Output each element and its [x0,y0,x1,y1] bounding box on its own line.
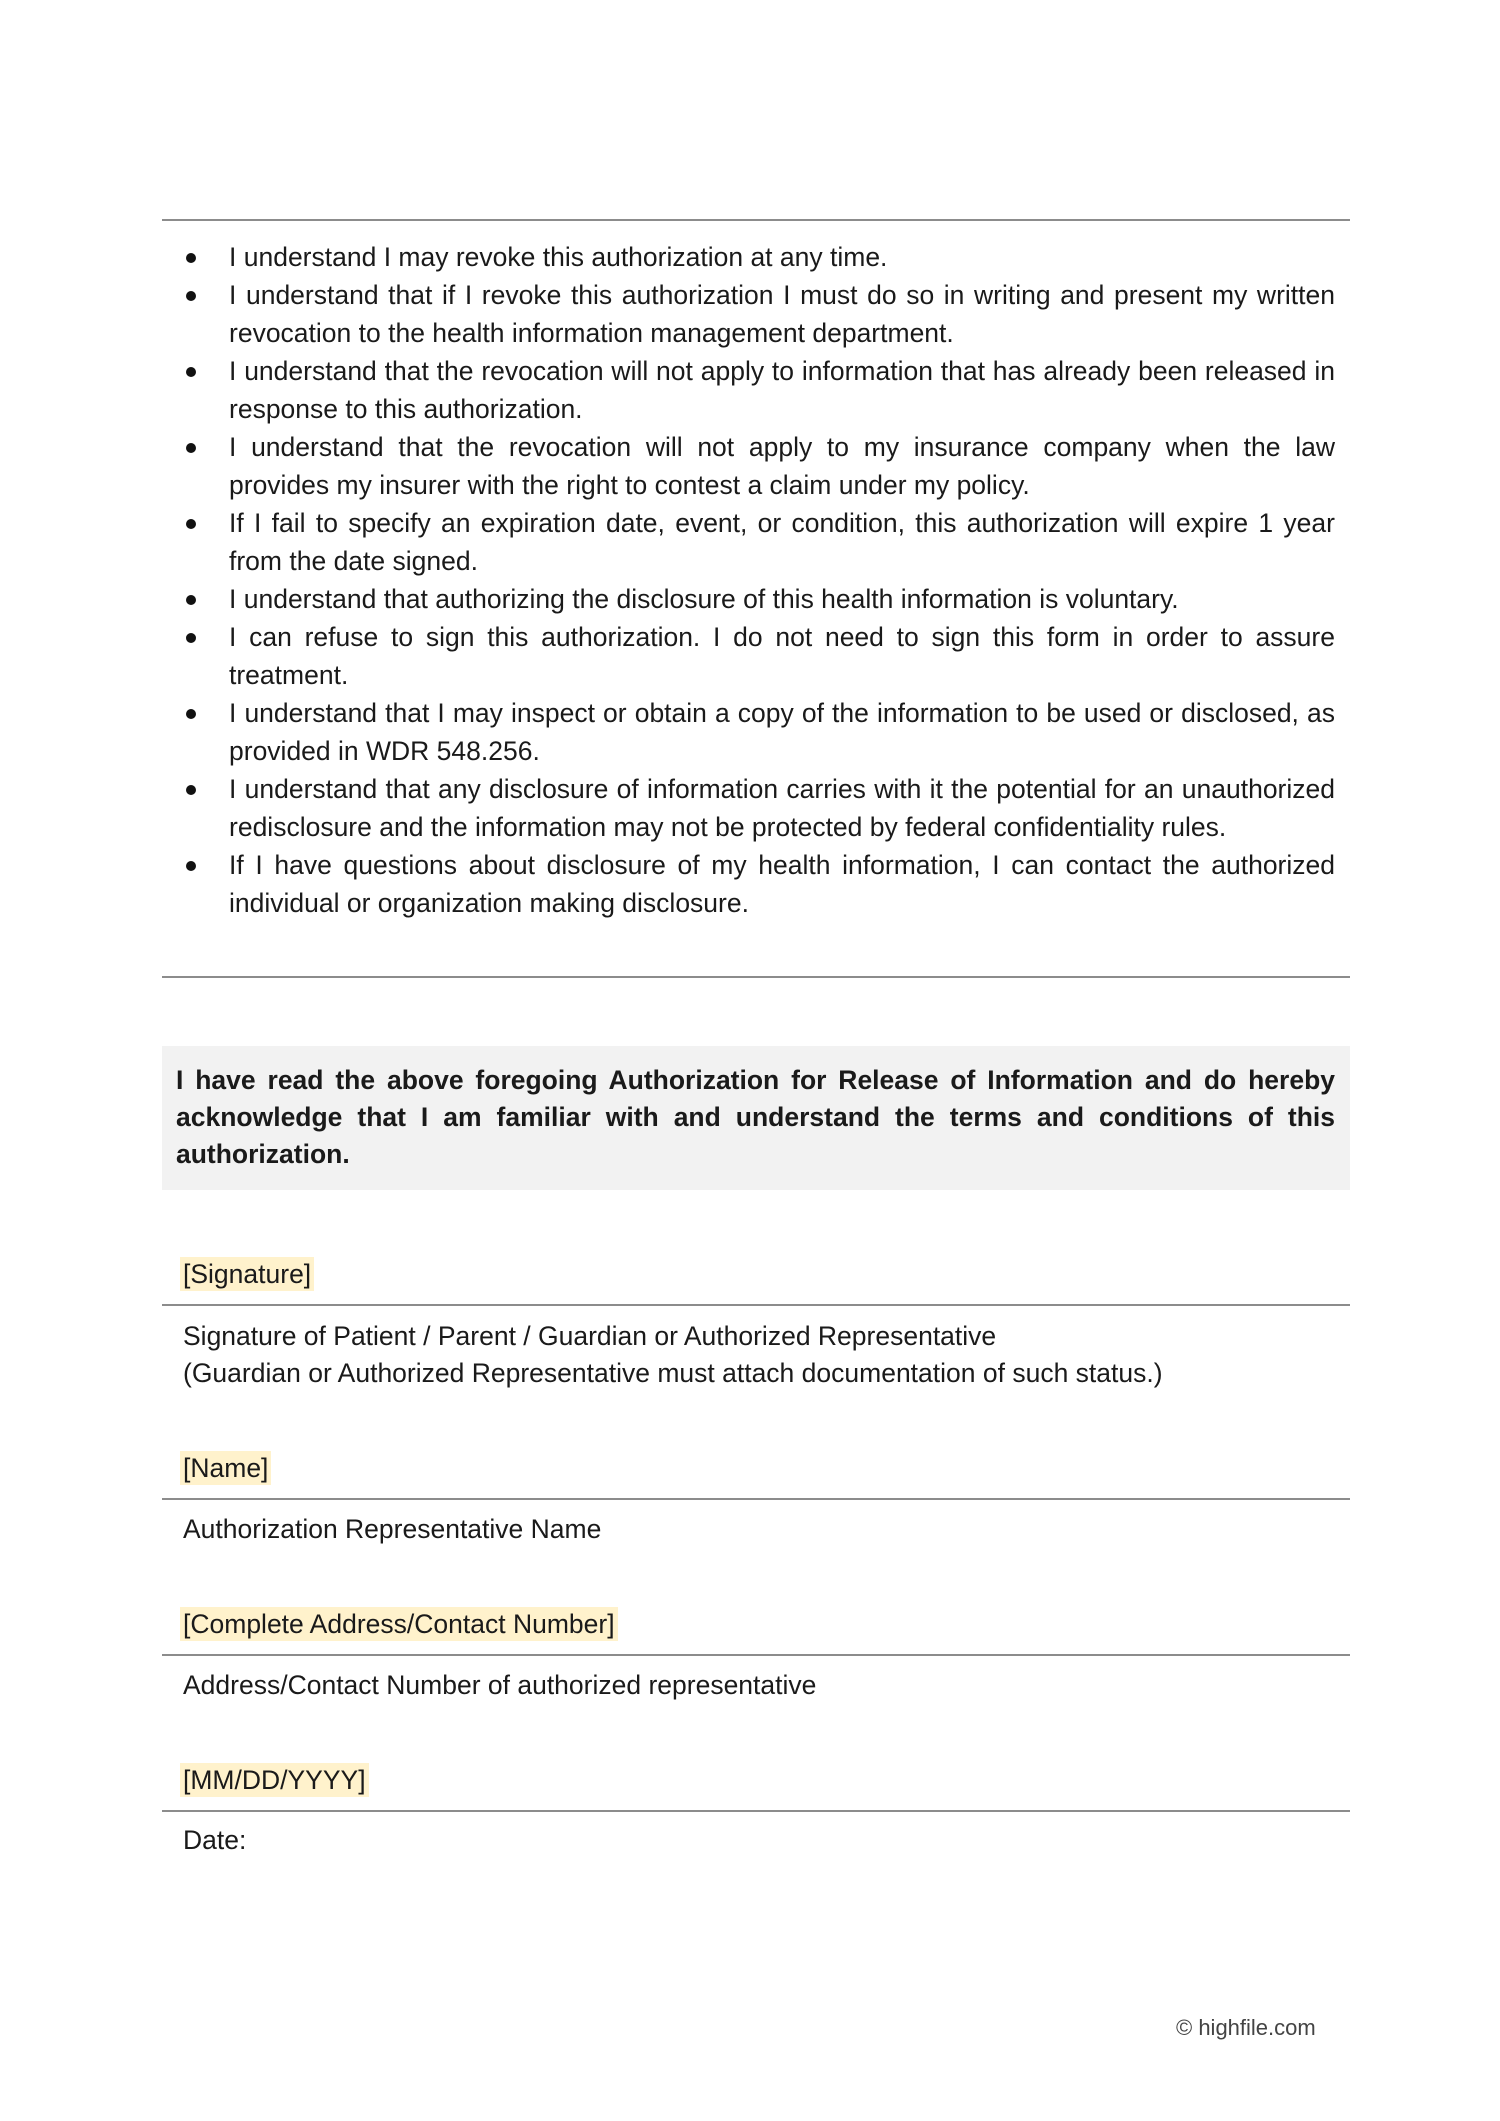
footer-copyright: © highfile.com [1176,2015,1316,2040]
term-text: I can refuse to sign this authorization. I do not need to sign this form in order to assure treatment. [229,622,1335,690]
bullet-icon [186,291,196,301]
list-item [162,580,1335,618]
name-caption: Authorization Representative Name [183,1514,602,1544]
acknowledgement-box: I have read the above foregoing Authorization for Release of Information and do hereby acknowledge that I am familiar with and understand the terms and conditions of this authorization. [162,1046,1350,1190]
date-caption: Date: [183,1825,247,1855]
list-item [162,238,1335,276]
bullet-icon [186,519,196,529]
term-text: I understand that the revocation will not apply to information that has already been released in response to this authorization. [229,356,1335,424]
bottom-divider [162,976,1350,978]
bullet-icon [186,443,196,453]
terms-list [162,238,1335,922]
term-text: I understand I may revoke this authorization at any time. [229,242,888,272]
signature-caption [183,1318,1333,1392]
date-field[interactable]: [MM/DD/YYYY] [180,1763,369,1797]
address-line [162,1654,1350,1656]
name-field[interactable]: [Name] [180,1451,271,1485]
bullet-icon [186,367,196,377]
list-item [162,618,1335,694]
date-line [162,1810,1350,1812]
list-item [162,770,1335,846]
term-text: If I fail to specify an expiration date, event, or condition, this authorization will expire 1 year from the date signed. [229,508,1335,576]
term-text: I understand that if I revoke this authorization I must do so in writing and present my written revocation to the health information management department. [229,280,1335,348]
list-item [162,352,1335,428]
signature-caption-line-2: (Guardian or Authorized Representative must attach documentation of such status.) [183,1358,1163,1388]
list-item [162,276,1335,352]
bullet-icon [186,253,196,263]
term-text: I understand that the revocation will not apply to my insurance company when the law provides my insurer with the right to contest a claim under my policy. [229,432,1335,500]
address-caption: Address/Contact Number of authorized representative [183,1670,817,1700]
bullet-icon [186,633,196,643]
address-field[interactable]: [Complete Address/Contact Number] [180,1607,618,1641]
bullet-icon [186,709,196,719]
term-text: If I have questions about disclosure of my health information, I can contact the authorized individual or organization making disclosure. [229,850,1335,918]
name-line [162,1498,1350,1500]
signature-line [162,1304,1350,1306]
term-text: I understand that any disclosure of information carries with it the potential for an unauthorized redisclosure and the information may not be protected by federal confidentiality rules. [229,774,1335,842]
bullet-icon [186,595,196,605]
top-divider [162,219,1350,221]
list-item [162,428,1335,504]
term-text: I understand that authorizing the disclosure of this health information is voluntary. [229,584,1179,614]
term-text: I understand that I may inspect or obtain a copy of the information to be used or disclosed, as provided in WDR 548.256. [229,698,1335,766]
list-item [162,694,1335,770]
signature-caption-line-1: Signature of Patient / Parent / Guardian or Authorized Representative [183,1321,997,1351]
list-item [162,846,1335,922]
bullet-icon [186,785,196,795]
signature-field[interactable]: [Signature] [180,1257,314,1291]
bullet-icon [186,861,196,871]
list-item [162,504,1335,580]
